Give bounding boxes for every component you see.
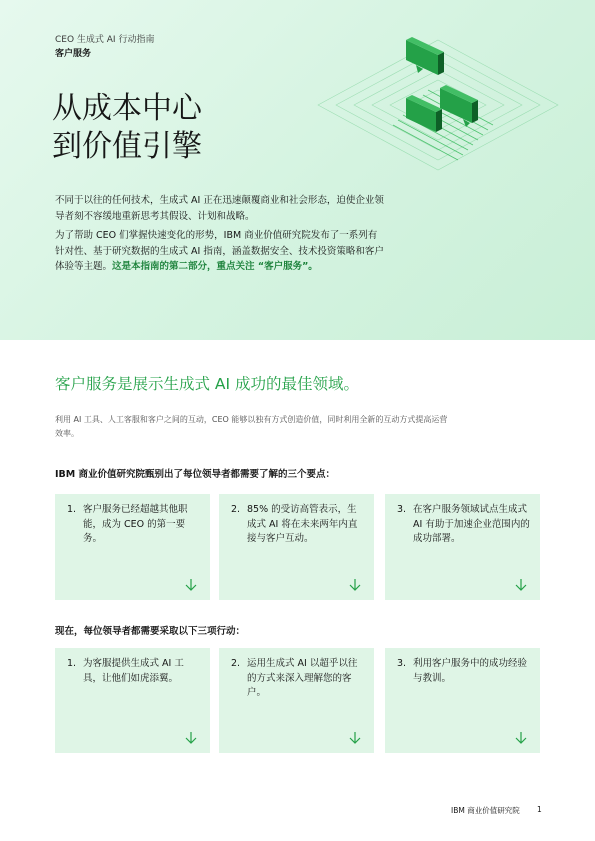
main-subtext: 利用 AI 工具、人工客服和客户之间的互动，CEO 能够以独有方式创造价值，同时利用全新的互动方式提高运营效率。 (55, 415, 448, 438)
card-number: 3. (397, 658, 407, 669)
card-text: 在客户服务领域试点生成式 AI 有助于加速企业范围内的成功部署。 (413, 504, 530, 544)
title-line-2: 到价值引擎 (52, 129, 202, 164)
card-text: 利用客户服务中的成功经验与教训。 (413, 658, 528, 684)
arrow-down-icon[interactable] (348, 578, 362, 592)
card-number: 2. (231, 504, 241, 515)
card-number: 1. (67, 658, 77, 669)
intro-text (55, 193, 385, 279)
card-number: 2. (231, 658, 241, 669)
section-label: 客户服务 (55, 49, 92, 59)
card-text: 85% 的受访高管表示，生成式 AI 将在未来两年内直接与客户互动。 (247, 504, 358, 544)
card-number: 1. (67, 504, 77, 515)
arrow-down-icon[interactable] (514, 731, 528, 745)
card-number: 3. (397, 504, 407, 515)
card-text: 为客服提供生成式 AI 工具，让他们如虎添翼。 (83, 658, 184, 684)
footer-organization: IBM 商业价值研究院 (451, 806, 520, 815)
arrow-down-icon[interactable] (184, 731, 198, 745)
intro-highlight: 这是本指南的第二部分，重点关注 “客户服务”。 (112, 261, 318, 272)
arrow-down-icon[interactable] (184, 578, 198, 592)
arrow-down-icon[interactable] (514, 578, 528, 592)
chat-bubble-icon (406, 37, 444, 75)
action-card-3[interactable] (385, 648, 540, 753)
intro-paragraph-2 (55, 228, 385, 275)
hero-banner (0, 0, 595, 340)
actions-label: 现在，每位领导者都需要采取以下三项行动： (55, 626, 246, 637)
card-text: 运用生成式 AI 以超乎以往的方式来深入理解您的客户。 (247, 658, 358, 698)
action-card-1[interactable] (55, 648, 210, 753)
chat-bubble-icon (440, 85, 478, 127)
key-points-label: IBM 商业价值研究院甄别出了每位领导者都需要了解的三个要点： (55, 469, 336, 480)
action-card-2[interactable] (219, 648, 374, 753)
key-point-card-1[interactable] (55, 494, 210, 600)
arrow-down-icon[interactable] (348, 731, 362, 745)
key-point-card-2[interactable] (219, 494, 374, 600)
intro-paragraph-2-text: 为了帮助 CEO 们掌握快速变化的形势，IBM 商业价值研究院发布了一系列有针对性、基于研究数据的生成式 AI 指南，涵盖数据安全、技术投资策略和客户体验等主题。 (55, 230, 384, 272)
page-title (52, 90, 292, 166)
document-label: CEO 生成式 AI 行动指南 (55, 35, 155, 45)
title-line-1: 从成本中心 (52, 91, 202, 126)
intro-paragraph-1: 不同于以往的任何技术，生成式 AI 正在迅速颠覆商业和社会形态，迫使企业领导者刻不容缓地重新思考其假设、计划和战略。 (55, 195, 384, 222)
card-text: 客户服务已经超越其他职能，成为 CEO 的第一要务。 (83, 504, 188, 544)
main-headline: 客户服务是展示生成式 AI 成功的最佳领域。 (55, 375, 360, 393)
key-point-card-3[interactable] (385, 494, 540, 600)
page-number: 1 (537, 805, 542, 814)
